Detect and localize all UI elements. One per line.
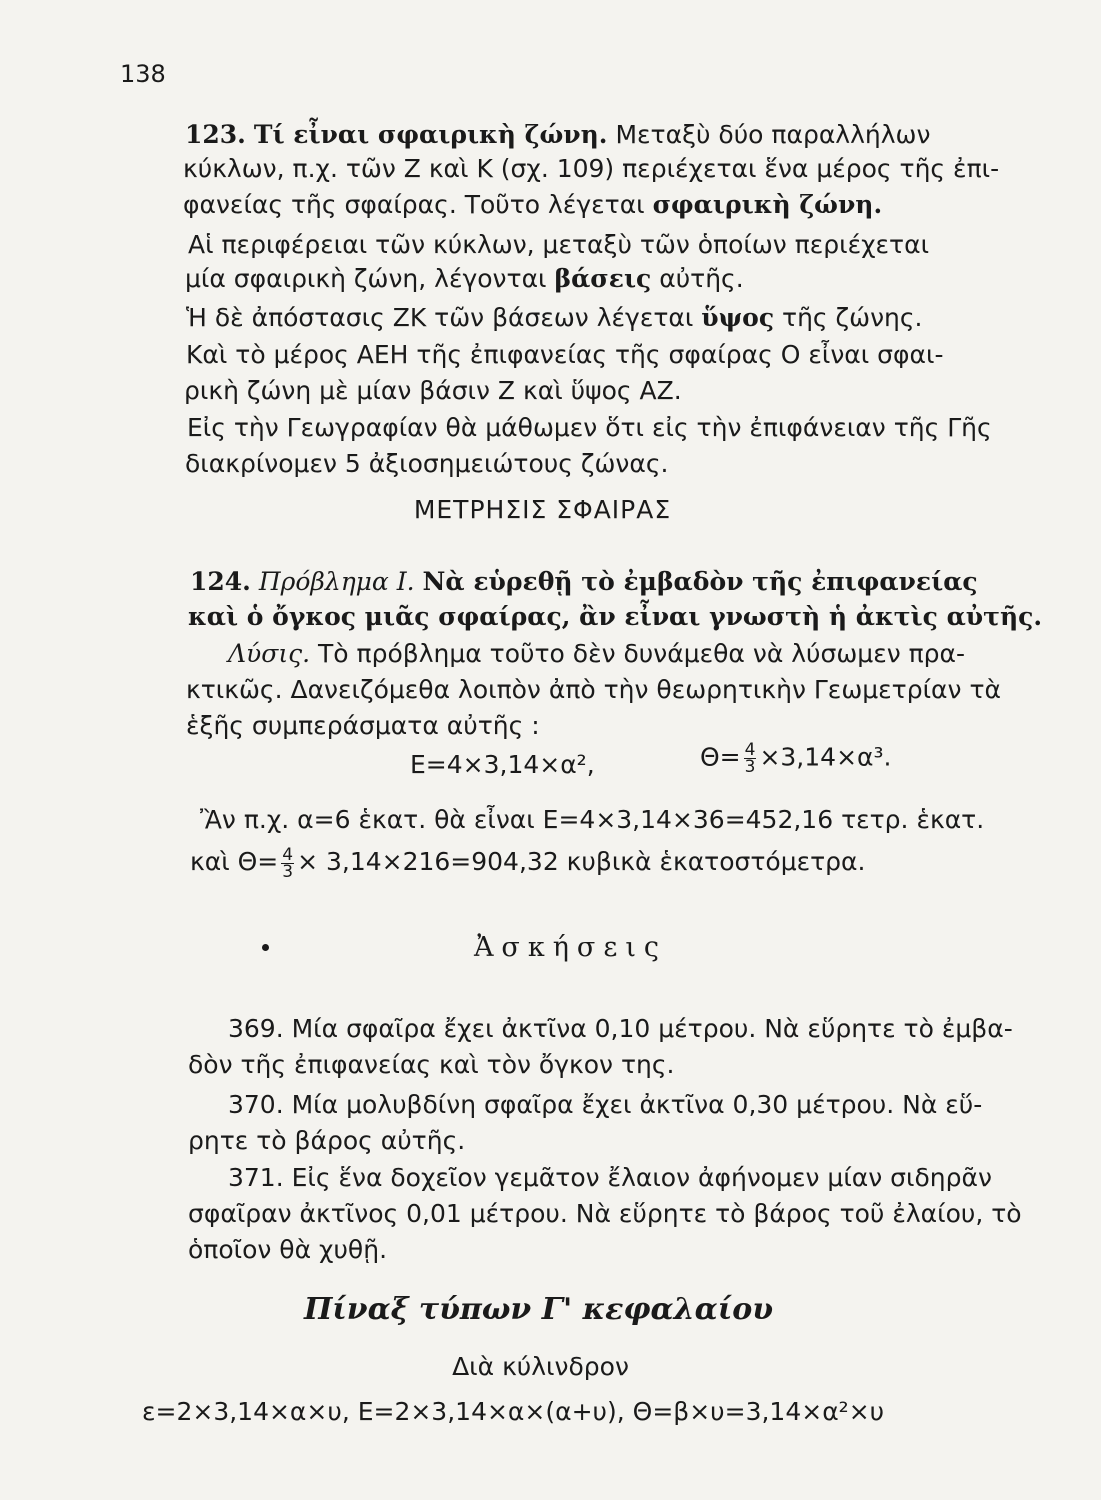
exercise-line: 371. Εἰς ἕνα δοχεῖον γεμᾶτον ἔλαιον ἀφήνομεν μίαν σιδηρᾶν [228,1163,992,1192]
formula-volume [700,742,891,775]
fraction-denominator: 3 [282,861,294,882]
text-line [186,301,996,335]
cylinder-formulas: ε=2×3,14×α×υ, Ε=2×3,14×α×(α+υ), Θ=β×υ=3,14×α²×υ [142,1397,885,1426]
term-bases: βάσεις [554,264,652,293]
section-124-title-cont: καὶ ὁ ὄγκος μιᾶς σφαίρας, ἂν εἶναι γνωστὴ ἡ ἀκτὶς αὐτῆς. [188,602,1043,631]
section-124-title-line-2 [188,600,1043,634]
text-segment: μία σφαιρικὴ ζώνη, λέγονται [185,264,547,293]
formula-volume-suffix: ×3,14×α³. [759,742,892,772]
fraction-four-thirds [281,844,294,882]
example-line: Ἂν π.χ. α=6 ἑκατ. θὰ εἶναι Ε=4×3,14×36=452,16 τετρ. ἑκατ. [200,805,985,834]
exercise-line: ὁποῖον θὰ χυθῇ. [188,1235,388,1264]
example-prefix: καὶ Θ= [190,847,279,876]
exercise-line: ρητε τὸ βάρος αὐτῆς. [188,1126,466,1155]
term-spherical-zone: σφαιρικὴ ζώνη. [652,190,883,219]
text-segment: Ἡ δὲ ἀπόστασις ΖΚ τῶν βάσεων λέγεται [186,303,694,332]
solution-label: Λύσις. [228,639,311,668]
text-line: Καὶ τὸ μέρος ΑΕΗ τῆς ἐπιφανείας τῆς σφαίρας Ο εἶναι σφαι- [186,340,944,369]
section-124-title-line [190,565,1000,599]
fraction-numerator: 4 [282,844,294,865]
text-line: Εἰς τὴν Γεωγραφίαν θὰ μάθωμεν ὅτι εἰς τὴν ἐπιφάνειαν τῆς Γῆς [187,413,992,442]
subheading-cylinder: Διὰ κύλινδρον [452,1352,629,1381]
exercise-line: 369. Μία σφαῖρα ἔχει ἀκτῖνα 0,10 μέτρου. Νὰ εὕρητε τὸ ἐμβα- [228,1014,1013,1043]
text-segment: Τὸ πρόβλημα τοῦτο δὲν δυνάμεθα νὰ λύσωμεν πρα- [318,639,966,668]
fraction-four-thirds [744,742,757,775]
text-segment: τῆς ζώνης. [782,303,923,332]
section-123-title: Τί εἶναι σφαιρικὴ ζώνη. [253,120,608,149]
heading-sphere-measurement: ΜΕΤΡΗΣΙΣ ΣΦΑΙΡΑΣ [413,495,672,524]
term-height: ὕψος [701,303,775,332]
problem-label: Πρόβλημα Ι. [258,567,415,596]
page-number: 138 [120,60,166,88]
section-124-number: 124. [190,567,251,596]
text-line [228,637,1038,671]
heading-formula-table: Πίναξ τύπων Γ' κεφαλαίου [303,1292,774,1327]
formula-area: Ε=4×3,14×α², [410,750,595,779]
text-line: κύκλων, π.χ. τῶν Ζ καὶ Κ (σχ. 109) περιέχεται ἕνα μέρος τῆς ἐπι- [183,154,1000,183]
heading-exercises: Ἀσκήσεις [473,932,668,963]
text-line: ρικὴ ζώνη μὲ μίαν βάσιν Ζ καὶ ὕψος ΑΖ. [184,376,682,405]
section-123-title-line [185,118,995,152]
text-segment: αὐτῆς. [659,264,744,293]
text-line: κτικῶς. Δανειζόμεθα λοιπὸν ἀπὸ τὴν θεωρητικὴν Γεωμετρίαν τὰ [186,675,1001,704]
text-line: διακρίνομεν 5 ἀξιοσημειώτους ζώνας. [185,449,669,478]
text-line [185,262,995,296]
section-123-text: Μεταξὺ δύο παραλλήλων [615,120,931,149]
section-124-title: Νὰ εὑρεθῇ τὸ ἐμβαδὸν τῆς ἐπιφανείας [422,567,978,596]
example-line [190,845,1000,880]
text-line: ἑξῆς συμπεράσματα αὐτῆς : [186,711,540,740]
formula-volume-prefix: Θ= [700,742,741,772]
example-suffix: × 3,14×216=904,32 κυβικὰ ἑκατοστόμετρα. [297,847,866,876]
section-123-number: 123. [185,120,246,149]
exercise-line: σφαῖραν ἀκτῖνος 0,01 μέτρου. Νὰ εὕρητε τὸ βάρος τοῦ ἐλαίου, τὸ [188,1199,1022,1228]
fraction-numerator: 4 [744,740,756,760]
text-segment: φανείας τῆς σφαίρας. Τοῦτο λέγεται [183,190,645,219]
fraction-denominator: 3 [744,757,756,777]
exercise-line: 370. Μία μολυβδίνη σφαῖρα ἔχει ἀκτῖνα 0,30 μέτρου. Νὰ εὕ- [228,1090,983,1119]
text-line [183,188,993,222]
text-line: Αἱ περιφέρειαι τῶν κύκλων, μεταξὺ τῶν ὁποίων περιέχεται [188,230,930,259]
exercise-line: δὸν τῆς ἐπιφανείας καὶ τὸν ὄγκον της. [188,1050,675,1079]
